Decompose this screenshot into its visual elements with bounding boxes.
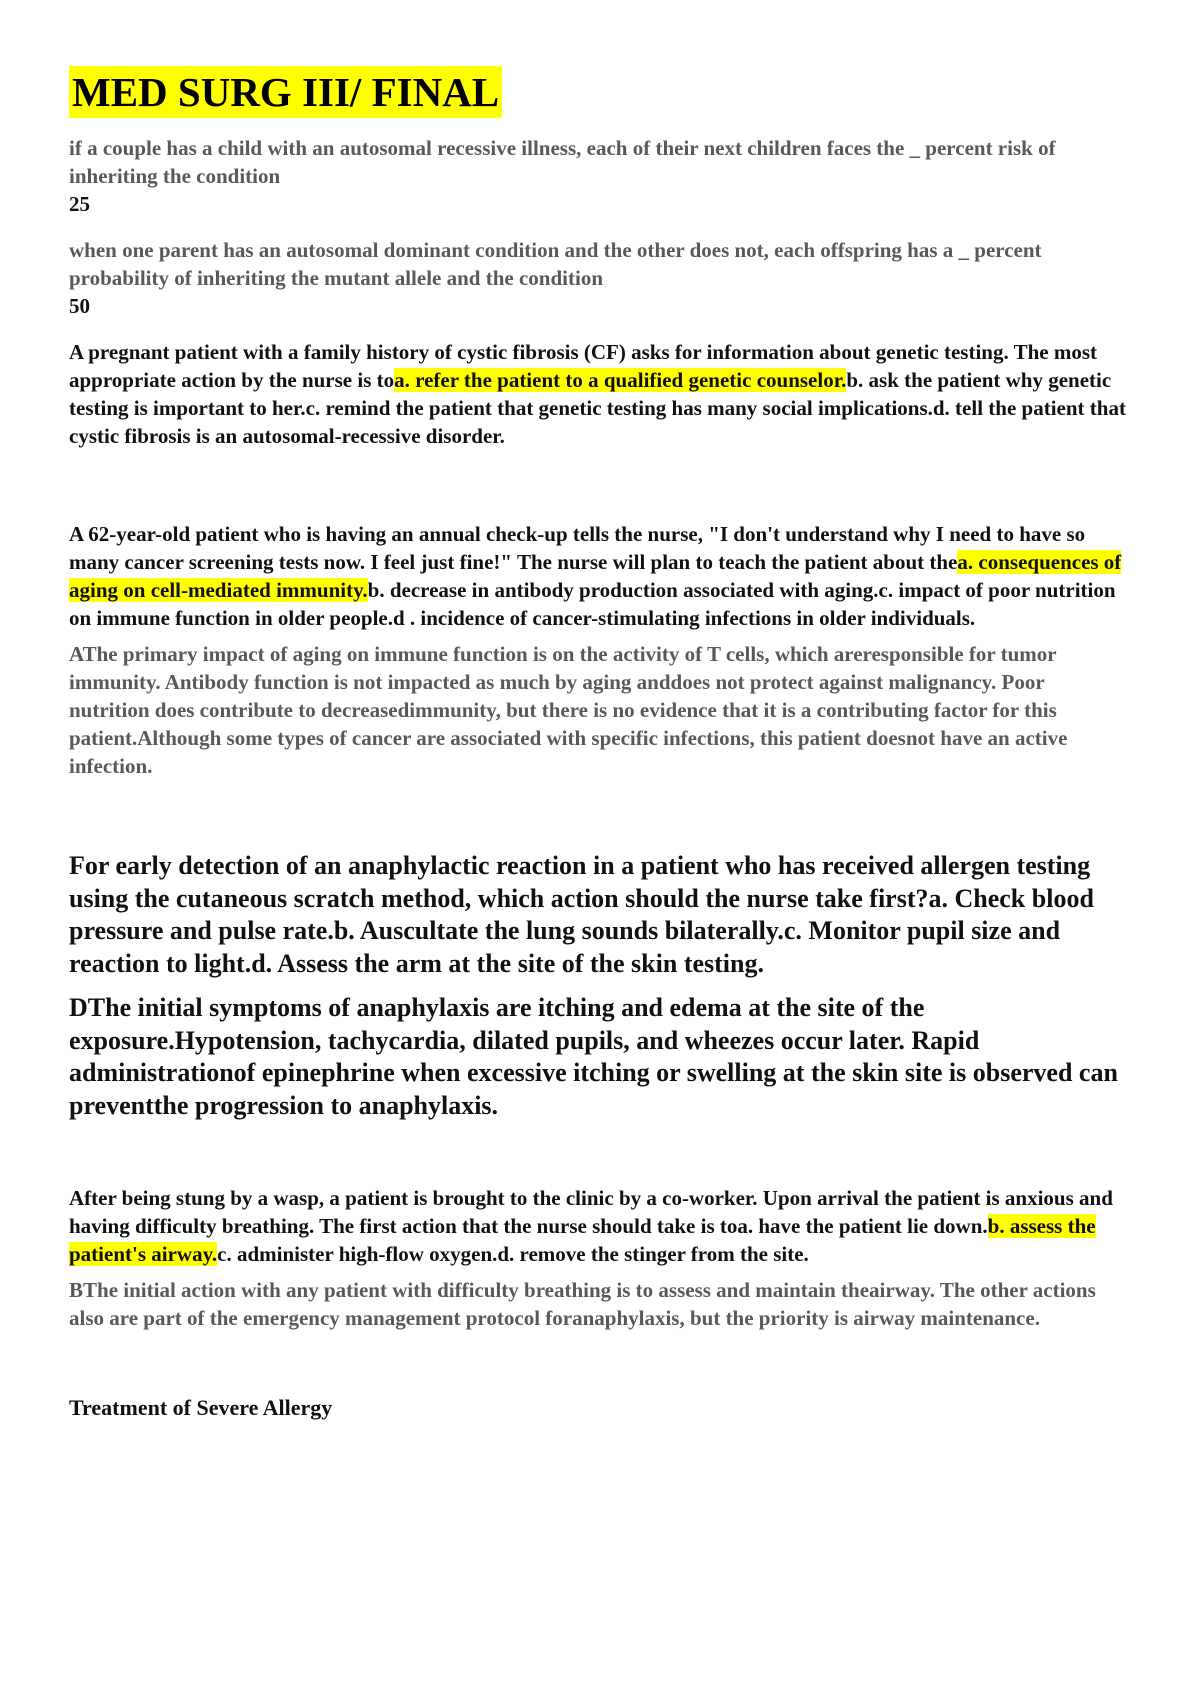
question-3 [69,338,1129,450]
question-4-options: b. decrease in antibody production associated with aging.c. impact of poor nutrition on immune function in older people.d . incidence of cancer-stimulating infections in older individuals. [69,578,1116,630]
question-1: if a couple has a child with an autosomal recessive illness, each of their next children faces the _ percent risk of inheriting the condition [69,136,1056,188]
question-3-highlighted-answer: a. refer the patient to a qualified genetic counselor. [394,368,847,392]
question-3-stem: A pregnant patient with a family history of cystic fibrosis (CF) asks for information about genetic testing. The most appropriate action by the nurse is to [69,340,1098,392]
question-6-stem: After being stung by a wasp, a patient is brought to the clinic by a co-worker. Upon arrival the patient is anxious and having difficulty breathing. The first action that the nurse should take is toa. have the patient lie down. [69,1186,1113,1238]
document-title: MED SURG III/ FINAL [69,66,502,118]
rationale-5: DThe initial symptoms of anaphylaxis are itching and edema at the site of the exposure.Hypotension, tachycardia, dilated pupils, and wheezes occur later. Rapid administrationof epinephrine when excessive itching or swelling at the skin site is observed can preventthe progression to anaphylaxis. [69,993,1118,1120]
answer-1: 25 [69,192,90,216]
answer-2: 50 [69,294,90,318]
question-6-options: c. administer high-flow oxygen.d. remove the stinger from the site. [217,1242,809,1266]
question-6 [69,1184,1129,1268]
question-6-highlighted-answer: b. assess the patient's airway. [69,1214,1096,1266]
rationale-4: AThe primary impact of aging on immune function is on the activity of T cells, which areresponsible for tumor immunity. Antibody function is not impacted as much by aging anddoes not protect against malignancy. Poor nutrition does contribute to decreasedimmunity, but there is no evidence that it is a contributing factor for this patient.Although some types of cancer are associated with specific infections, this patient doesnot have an active infection. [69,642,1068,778]
question-5: For early detection of an anaphylactic reaction in a patient who has received allergen testing using the cutaneous scratch method, which action should the nurse take first?a. Check blood pressure and pulse rate.b. Auscultate the lung sounds bilaterally.c. Monitor pupil size and reaction to light.d. Assess the arm at the site of the skin testing. [69,851,1094,978]
question-4-highlighted-answer: a. consequences of aging on cell-mediated immunity. [69,550,1122,602]
question-3-options: b. ask the patient why genetic testing is important to her.c. remind the patient that genetic testing has many social implications.d. tell the patient that cystic fibrosis is an autosomal-recessive disorder. [69,368,1126,448]
question-4-stem: A 62-year-old patient who is having an annual check-up tells the nurse, "I don't understand why I need to have so many cancer screening tests now. I feel just fine!" The nurse will plan to teach the patient about the [69,522,1086,574]
question-4 [69,520,1129,632]
section-heading: Treatment of Severe Allergy [69,1395,333,1420]
question-2: when one parent has an autosomal dominant condition and the other does not, each offspring has a _ percent probability of inheriting the mutant allele and the condition [69,238,1042,290]
rationale-6: BThe initial action with any patient with difficulty breathing is to assess and maintain theairway. The other actions also are part of the emergency management protocol foranaphylaxis, but the priority is airway maintenance. [69,1278,1096,1330]
document-page [69,66,1129,1422]
